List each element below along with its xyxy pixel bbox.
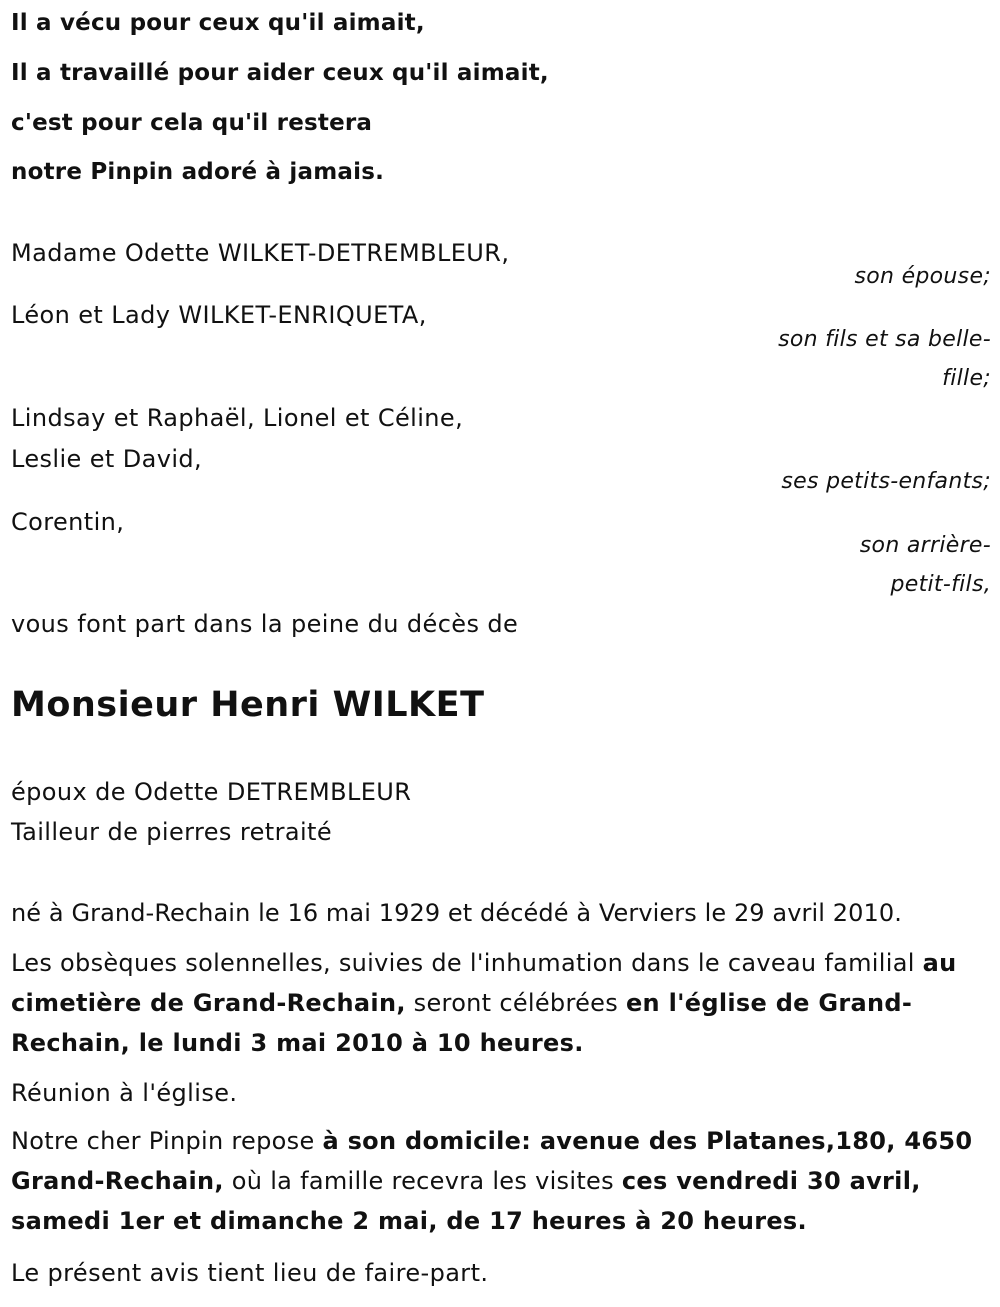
deceased-profession: Tailleur de pierres retraité <box>11 818 332 846</box>
deceased-name: Monsieur Henri WILKET <box>11 685 485 725</box>
poem-line-2: Il a travaillé pour aider ceux qu'il aimait, <box>11 60 549 86</box>
deceased-spouse: époux de Odette DETREMBLEUR <box>11 778 412 806</box>
son-relation-line-1: son fils et sa belle- <box>778 327 991 352</box>
poem-line-3: c'est pour cela qu'il restera <box>11 110 373 136</box>
funeral-paragraph <box>11 943 991 1063</box>
funeral-text-2: seront célébrées <box>405 989 626 1017</box>
great-grandson-relation-line-2: petit-fils, <box>890 572 991 597</box>
spouse-name: Madame Odette WILKET-DETREMBLEUR, <box>11 239 510 267</box>
funeral-text-1: Les obsèques solennelles, suivies de l'inhumation dans le caveau familial <box>11 949 915 977</box>
poem-line-4: notre Pinpin adoré à jamais. <box>11 159 385 185</box>
visitation-bold-2: ces vendredi 30 avril, samedi 1er et dimanche 2 mai, de 17 heures à 20 heures. <box>11 1167 921 1235</box>
grandchildren-relation: ses petits-enfants; <box>781 469 991 494</box>
poem-line-1: Il a vécu pour ceux qu'il aimait, <box>11 10 425 36</box>
visitation-bold-1: à son domicile: avenue des Platanes,180, 4650 Grand-Rechain, <box>11 1127 973 1195</box>
visitation-paragraph <box>11 1121 991 1241</box>
great-grandson-name: Corentin, <box>11 508 125 536</box>
obituary-notice <box>11 0 991 1307</box>
funeral-bold-1: au cimetière de Grand-Rechain, <box>11 949 957 1017</box>
great-grandson-relation-line-1: son arrière- <box>859 533 991 558</box>
reunion-text: Réunion à l'église. <box>11 1079 238 1107</box>
funeral-bold-2: en l'église de Grand-Rechain, le lundi 3 mai 2010 à 10 heures. <box>11 989 913 1057</box>
son-relation-line-2: fille; <box>942 366 991 391</box>
spouse-relation: son épouse; <box>854 264 991 289</box>
grandchildren-line-2: Leslie et David, <box>11 445 203 473</box>
announcement-text: vous font part dans la peine du décès de <box>11 610 519 638</box>
visitation-text-1: Notre cher Pinpin repose <box>11 1127 323 1155</box>
birth-death-line: né à Grand-Rechain le 16 mai 1929 et décédé à Verviers le 29 avril 2010. <box>11 899 902 927</box>
closing-text: Le présent avis tient lieu de faire-part. <box>11 1259 489 1287</box>
visitation-text-2: où la famille recevra les visites <box>223 1167 622 1195</box>
son-name: Léon et Lady WILKET-ENRIQUETA, <box>11 301 427 329</box>
grandchildren-line-1: Lindsay et Raphaël, Lionel et Céline, <box>11 404 464 432</box>
